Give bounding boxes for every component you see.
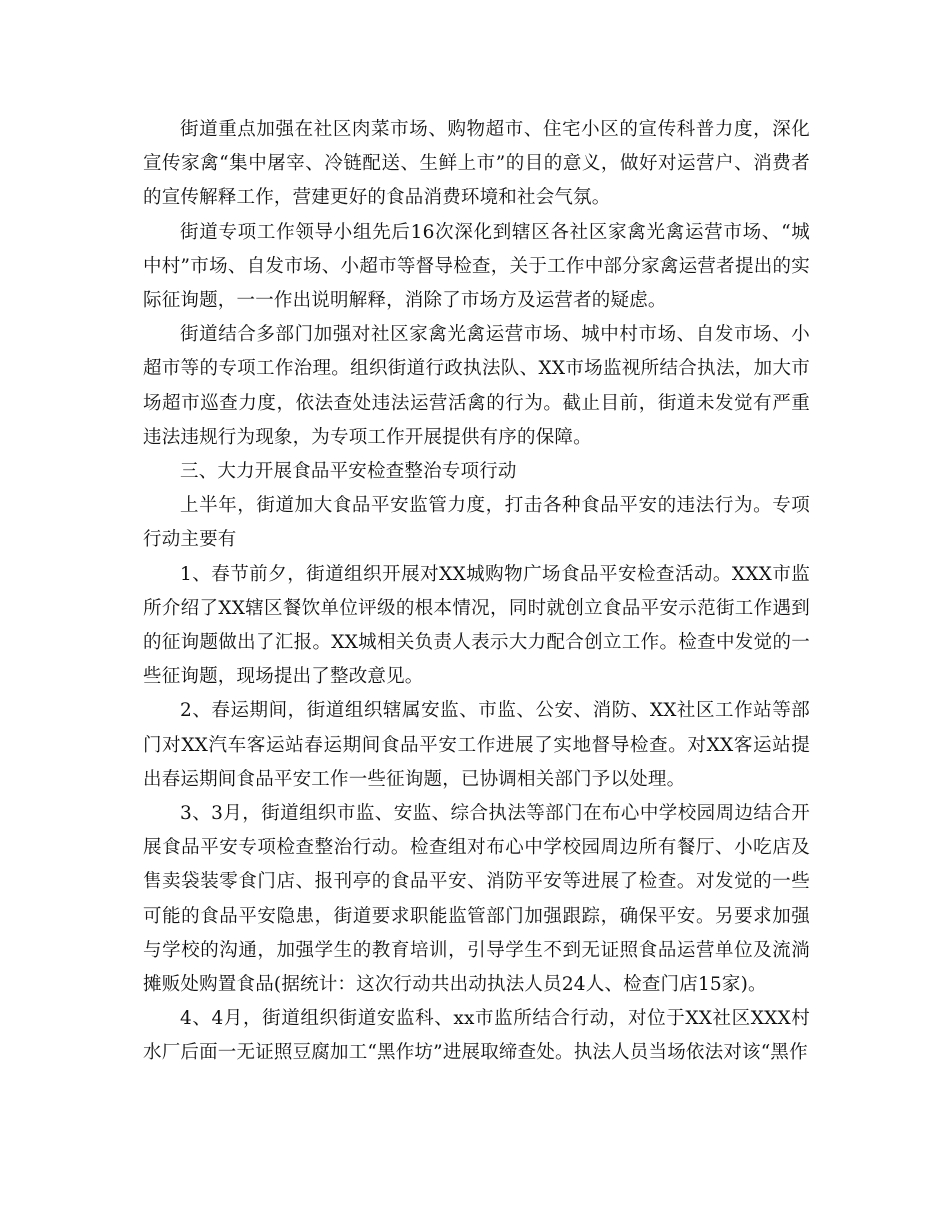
paragraph-promotion: 街道重点加强在社区肉菜市场、购物超市、住宅小区的宣传科普力度，深化宣传家禽“集中屠宰、冷链配送、生鲜上市”的目的意义，做好对运营户、消费者的宣传解释工作，营建更好的食品消费环境和社会气氛。	[143, 119, 810, 209]
document-body	[143, 113, 810, 1071]
section-heading: 三、大力开展食品平安检查整治专项行动	[180, 461, 517, 483]
paragraph-first-half-overview: 上半年，街道加大食品平安监管力度，打击各种食品平安的违法行为。专项行动主要有	[143, 495, 810, 551]
list-item-3: 3、3月，街道组织市监、安监、综合执法等部门在布心中学校园周边结合开展食品平安专项检查整治行动。检查组对布心中学校园周边所有餐厅、小吃店及售卖袋装零食门店、报刊亭的食品平安、消防平安等进展了检查。对发觉的一些可能的食品平安隐患，街道要求职能监管部门加强跟踪，确保平安。另要求加强与学校的沟通，加强学生的教育培训，引导学生不到无证照食品运营单位及流淌摊贩处购置食品(据统计：这次行动共出动执法人员24人、检查门店15家)。	[143, 803, 810, 996]
paragraph-inspection-visits: 街道专项工作领导小组先后16次深化到辖区各社区家禽光禽运营市场、“城中村”市场、自发市场、小超市等督导检查，关于工作中部分家禽运营者提出的实际征询题，一一作出说明解释，消除了市场方及运营者的疑虑。	[143, 221, 810, 312]
list-item-4: 4、4月，街道组织街道安监科、xx市监所结合行动，对位于XX社区XXX村水厂后面一无证照豆腐加工“黑作坊”进展取缔查处。执法人员当场依法对该“黑作	[143, 1008, 810, 1064]
list-item-2: 2、春运期间，街道组织辖属安监、市监、公安、消防、XX社区工作站等部门对XX汽车客运站春运期间食品平安工作进展了实地督导检查。对XX客运站提出春运期间食品平安工作一些征询题，已协调相关部门予以处理。	[143, 700, 810, 790]
paragraph-joint-enforcement: 街道结合多部门加强对社区家禽光禽运营市场、城中村市场、自发市场、小超市等的专项工作治理。组织街道行政执法队、XX市场监视所结合执法，加大市场超市巡查力度，依法查处违法运营活禽的行为。截止目前，街道未发觉有严重违法违规行为现象，为专项工作开展提供有序的保障。	[143, 324, 810, 448]
list-item-1: 1、春节前夕，街道组织开展对XX城购物广场食品平安检查活动。XXX市监所介绍了XX辖区餐饮单位评级的根本情况，同时就创立食品平安示范街工作遇到的征询题做出了汇报。XX城相关负责人表示大力配合创立工作。检查中发觉的一些征询题，现场提出了整改意见。	[143, 563, 810, 688]
